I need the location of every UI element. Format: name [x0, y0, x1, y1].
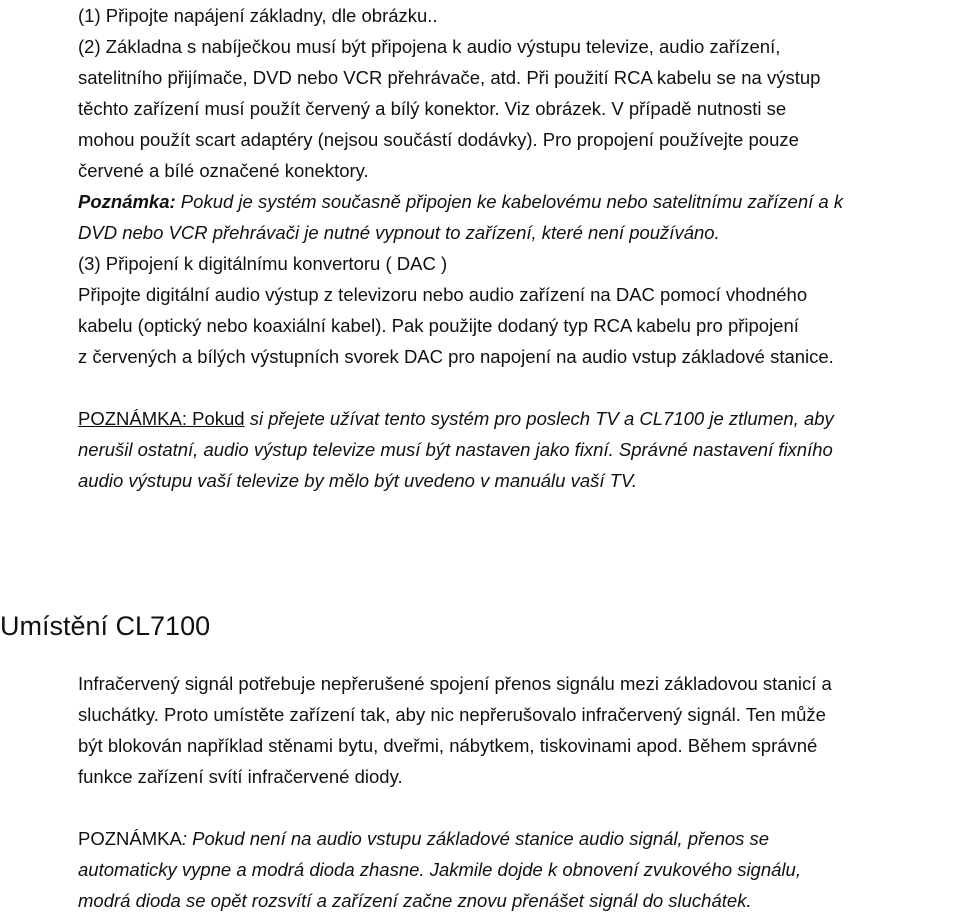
step-2-line-4: mohou použít scart adaptéry (nejsou součástí dodávky). Pro propojení používejte pouze	[78, 129, 799, 150]
note-2-line-2: nerušil ostatní, audio výstup televize musí být nastaven jako fixní. Správné nastavení fixního	[78, 439, 833, 460]
signal-note	[78, 823, 956, 916]
section-heading: Umístění CL7100	[0, 611, 211, 641]
placement-line-4: funkce zařízení svítí infračervené diody.	[78, 766, 403, 787]
step-3-title: (3) Připojení k digitálnímu konvertoru ( DAC )	[78, 253, 448, 274]
note-1-line-2: DVD nebo VCR přehrávači je nutné vypnout to zařízení, které není používáno.	[78, 222, 720, 243]
note-1-text: Pokud je systém současně připojen ke kabelovému nebo satelitnímu zařízení a k	[175, 191, 844, 212]
placement-instructions	[78, 668, 956, 792]
note-2-text: si přejete užívat tento systém pro poslech TV a CL7100 je ztlumen, aby	[244, 408, 834, 429]
note-2-line	[78, 403, 956, 434]
step-2-line-3: těchto zařízení musí použít červený a bílý konektor. Viz obrázek. V případě nutnosti se	[78, 98, 787, 119]
step-3-line-2: kabelu (optický nebo koaxiální kabel). Pak použijte dodaný typ RCA kabelu pro připojení	[78, 315, 799, 336]
step-2-line: (2) Základna s nabíječkou musí být připojena k audio výstupu televize, audio zařízení,	[78, 36, 781, 57]
note-1-line	[78, 186, 956, 217]
note-3-line-3: modrá dioda se opět rozsvítí a zařízení začne znovu přenášet signál do sluchátek.	[78, 890, 752, 911]
step-3-line: Připojte digitální audio výstup z televizoru nebo audio zařízení na DAC pomocí vhodného	[78, 284, 808, 305]
note-3-text: : Pokud není na audio vstupu základové stanice audio signál, přenos se	[181, 828, 770, 849]
step-1-line: (1) Připojte napájení základny, dle obrázku..	[78, 5, 438, 26]
connection-instructions	[78, 0, 956, 372]
volume-note	[78, 403, 956, 496]
note-1-label: Poznámka:	[78, 191, 176, 212]
note-3-label: POZNÁMKA	[78, 828, 182, 849]
note-3-line	[78, 823, 956, 854]
step-2-line-2: satelitního přijímače, DVD nebo VCR přehrávače, atd. Při použití RCA kabelu se na výstup	[78, 67, 821, 88]
placement-line-3: být blokován například stěnami bytu, dveřmi, nábytkem, tiskovinami apod. Během správné	[78, 735, 818, 756]
note-2-line-3: audio výstupu vaší televize by mělo být uvedeno v manuálu vaší TV.	[78, 470, 638, 491]
step-2-line-5: červené a bílé označené konektory.	[78, 160, 369, 181]
placement-line: Infračervený signál potřebuje nepřerušené spojení přenos signálu mezi základovou stanicí a	[78, 673, 832, 694]
step-3-line-3: z červených a bílých výstupních svorek DAC pro napojení na audio vstup základové stanice.	[78, 346, 834, 367]
note-2-label: POZNÁMKA: Pokud	[78, 408, 245, 429]
note-3-line-2: automaticky vypne a modrá dioda zhasne. Jakmile dojde k obnovení zvukového signálu,	[78, 859, 801, 880]
placement-line-2: sluchátky. Proto umístěte zařízení tak, aby nic nepřerušovalo infračervený signál. Ten může	[78, 704, 826, 725]
